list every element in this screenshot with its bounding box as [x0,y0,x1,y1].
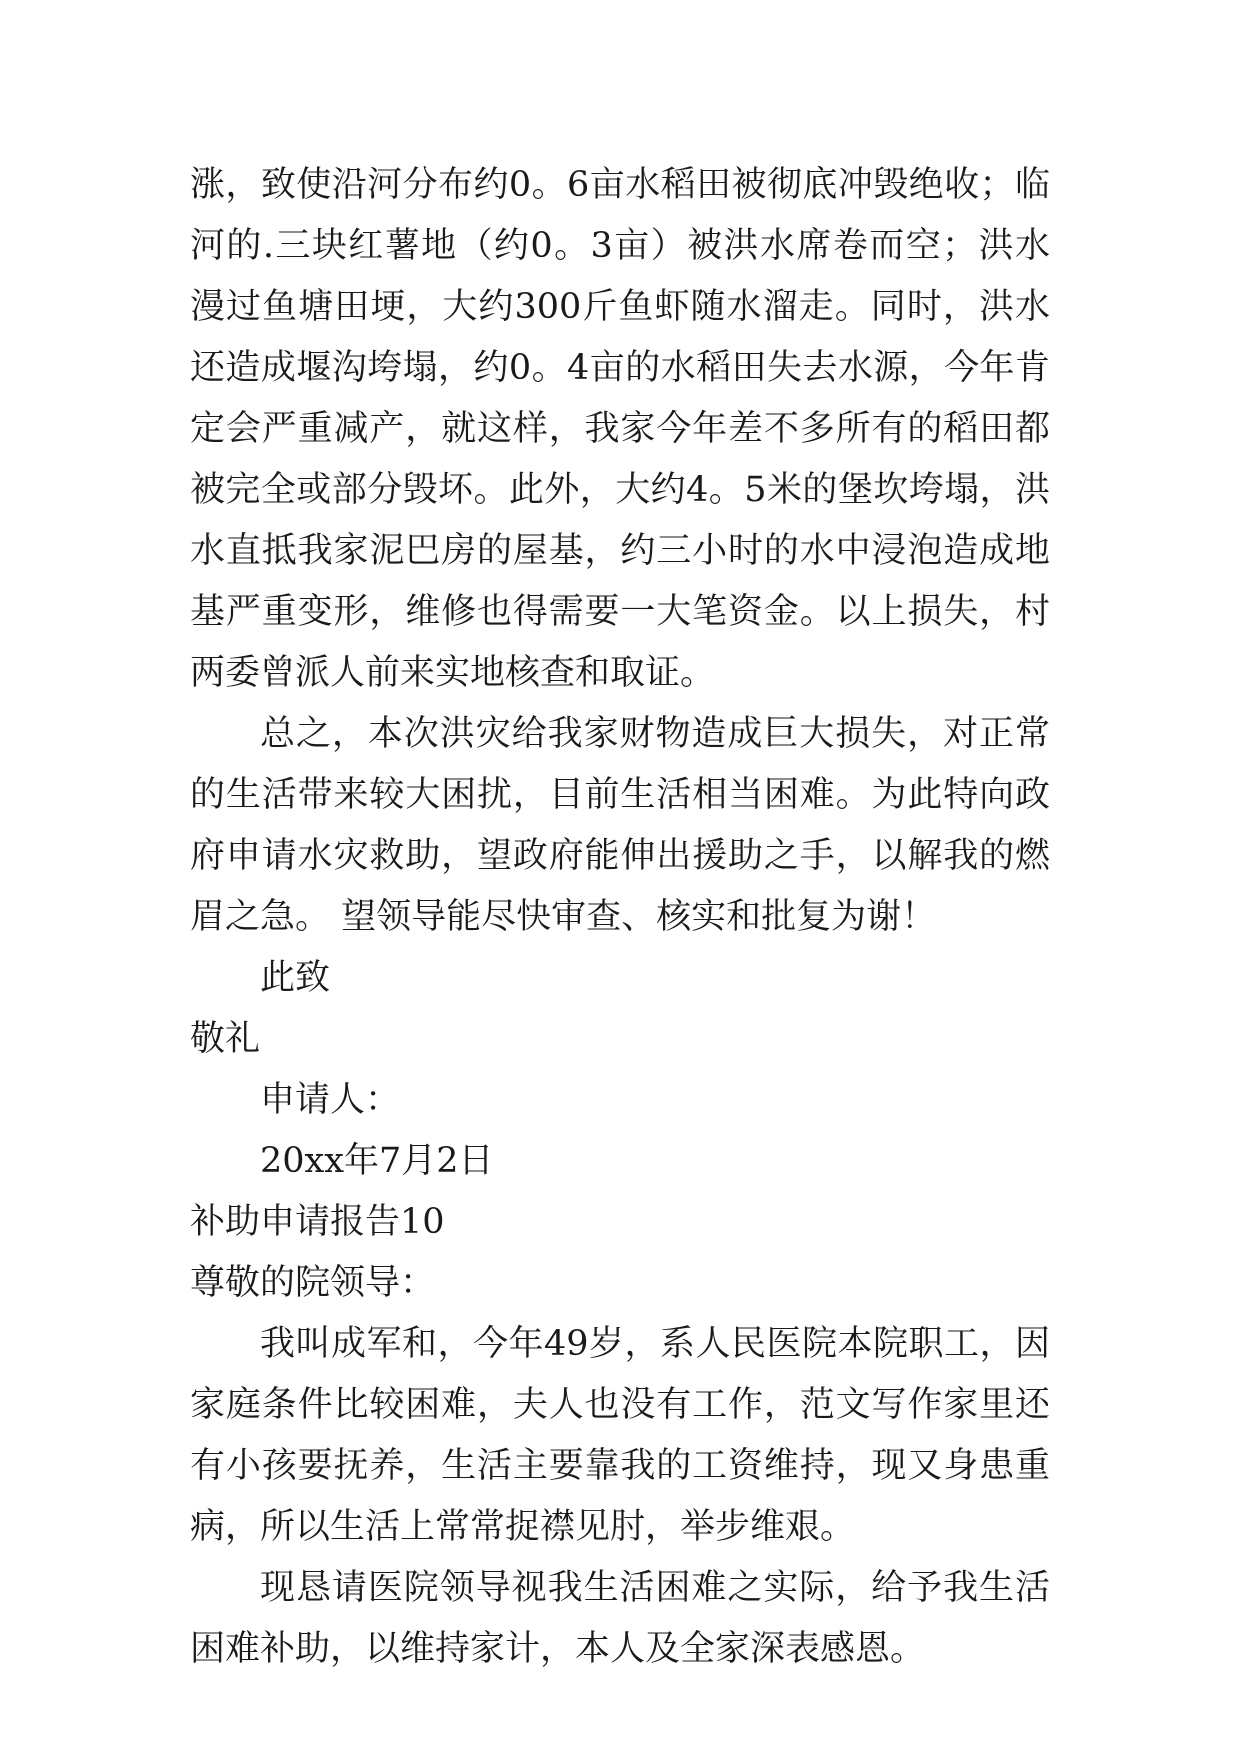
paragraph-employee-situation: 我叫成军和，今年49岁，系人民医院本院职工，因家庭条件比较困难，夫人也没有工作，范文写作家里还有小孩要抚养，生活主要靠我的工资维持，现又身患重病，所以生活上常常捉襟见肘，举步维艰。 [190,1324,1050,1547]
paragraph-flood-loss: 涨，致使沿河分布约0。6亩水稻田被彻底冲毁绝收；临河的.三块红薯地（约0。3亩）被洪水席卷而空；洪水漫过鱼塘田埂，大约300斤鱼虾随水溜走。同时，洪水还造成堰沟垮塌，约0。4亩的水稻田失去水源，今年肯定会严重减产，就这样，我家今年差不多所有的稻田都被完全或部分毁坏。此外，大约4。5米的堡坎垮塌，洪水直抵我家泥巴房的屋基，约三小时的水中浸泡造成地基严重变形，维修也得需要一大笔资金。以上损失，村两委曾派人前来实地核查和取证。 [190,165,1050,693]
paragraph-summary: 总之，本次洪灾给我家财物造成巨大损失，对正常的生活带来较大困扰，目前生活相当困难。为此特向政府申请水灾救助，望政府能伸出援助之手，以解我的燃眉之急。 望领导能尽快审查、核实和批复为谢！ [190,714,1050,937]
salute-text: 敬礼 [190,1019,261,1059]
applicant-label: 申请人： [260,1080,401,1120]
closing-text: 此致 [260,958,331,998]
paragraph-request: 现恳请医院领导视我生活困难之实际，给予我生活困难补助，以维持家计，本人及全家深表感恩。 [190,1568,1050,1669]
greeting-text: 尊敬的院领导： [190,1263,436,1303]
document-body [190,155,1050,1680]
section-title: 补助申请报告10 [190,1202,445,1242]
date-text: 20xx年7月2日 [260,1141,494,1181]
